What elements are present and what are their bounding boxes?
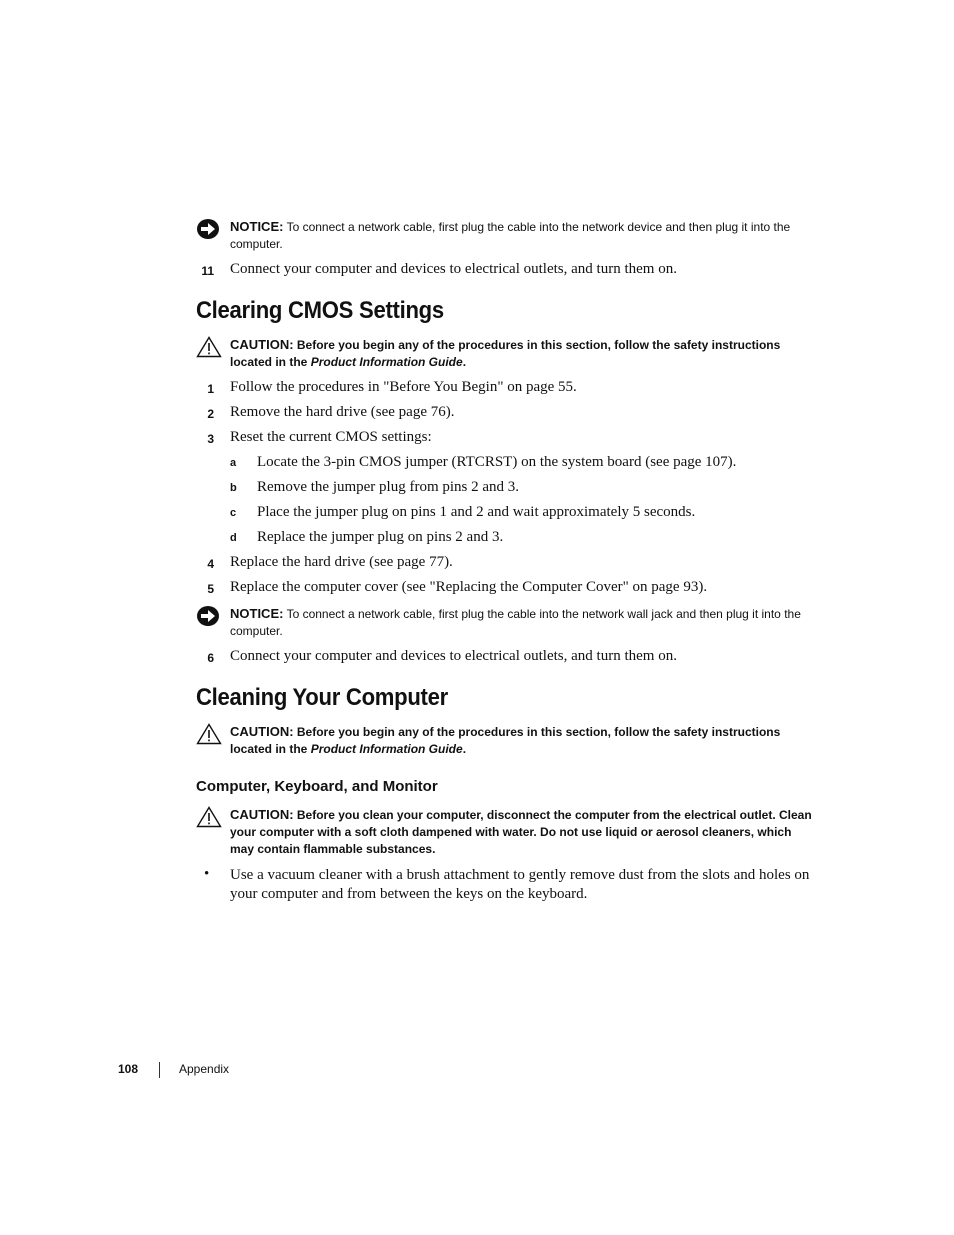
caution-guide-title: Product Information Guide [310,355,463,369]
heading-clearing-cmos: Clearing CMOS Settings [196,297,444,324]
caution-label: CAUTION: [230,724,294,739]
notice-label: NOTICE: [230,606,284,621]
substep-text: Place the jumper plug on pins 1 and 2 and wait approximately 5 seconds. [257,504,696,520]
step-number: 4 [207,557,214,571]
step-number: 3 [207,432,214,446]
page-footer [118,1062,230,1077]
caution-label: CAUTION: [230,337,294,352]
caution-label: CAUTION: [230,807,294,822]
caution-end: . [462,355,467,369]
step-2 [196,404,836,426]
caution-triangle-icon [196,806,222,828]
caution-triangle-icon [196,723,222,745]
step-number: 2 [207,407,214,421]
caution-cleaning [196,723,816,758]
substep-c [230,504,830,526]
step-text: Connect your computer and devices to electrical outlets, and turn them on. [230,648,677,664]
substep-text: Replace the jumper plug on pins 2 and 3. [257,529,504,545]
notice-label: NOTICE: [230,219,284,234]
notice-text: To connect a network cable, first plug the cable into the network device and then plug it into the computer. [230,220,791,251]
step-text: Reset the current CMOS settings: [230,429,432,445]
caution-text: Before you begin any of the procedures in this section, follow the safety instructions located in the [230,338,781,369]
step-text: Follow the procedures in "Before You Begin" on page 55. [230,379,577,395]
substep-d [230,529,830,551]
footer-section-label: Appendix [179,1062,230,1076]
step-number: 5 [207,582,214,596]
notice-text: To connect a network cable, first plug the cable into the network wall jack and then plug it into the computer. [230,607,801,638]
step-6 [196,648,836,670]
caution-text: Before you begin any of the procedures in this section, follow the safety instructions located in the [230,725,781,756]
notice-arrow-icon [196,605,222,627]
notice-network-device [196,218,816,253]
substep-a [230,454,830,476]
step-text: Replace the computer cover (see "Replacing the Computer Cover" on page 93). [230,579,708,595]
caution-triangle-icon [196,336,222,358]
notice-network-wall-jack [196,605,816,640]
step-number: 1 [207,382,214,396]
page-number: 108 [118,1062,139,1076]
substep-letter: d [230,532,237,544]
step-11 [196,261,836,283]
bullet-symbol: • [204,866,210,882]
caution-clean-computer [196,806,816,858]
bullet-text: Use a vacuum cleaner with a brush attachment to gently remove dust from the slots and holes on your computer and from between the keys on the keyboard. [230,867,810,902]
substep-text: Locate the 3-pin CMOS jumper (RTCRST) on the system board (see page 107). [257,454,737,470]
substep-letter: a [230,457,237,469]
caution-guide-title: Product Information Guide [310,742,463,756]
substep-text: Remove the jumper plug from pins 2 and 3. [257,479,520,495]
substep-letter: c [230,507,237,519]
caution-cmos [196,336,816,371]
caution-text: Before you clean your computer, disconnect the computer from the electrical outlet. Clean your computer with a soft cloth dampened with water. Do not use liquid or aerosol cleaners, which may contain flammable substances. [230,808,812,856]
bullet-vacuum-cleaner [196,866,826,904]
substep-letter: b [230,482,237,494]
footer-divider [159,1062,160,1078]
heading-computer-keyboard-monitor: Computer, Keyboard, and Monitor [196,778,438,795]
step-1 [196,379,836,401]
step-text: Connect your computer and devices to electrical outlets, and turn them on. [230,261,677,277]
step-text: Replace the hard drive (see page 77). [230,554,453,570]
notice-arrow-icon [196,218,222,240]
step-4 [196,554,836,576]
caution-end: . [462,742,467,756]
step-text: Remove the hard drive (see page 76). [230,404,455,420]
step-3 [196,429,836,451]
step-number: 6 [207,651,214,665]
step-5 [196,579,836,601]
substep-b [230,479,830,501]
heading-cleaning-computer: Cleaning Your Computer [196,684,448,711]
step-number: 11 [201,264,214,278]
